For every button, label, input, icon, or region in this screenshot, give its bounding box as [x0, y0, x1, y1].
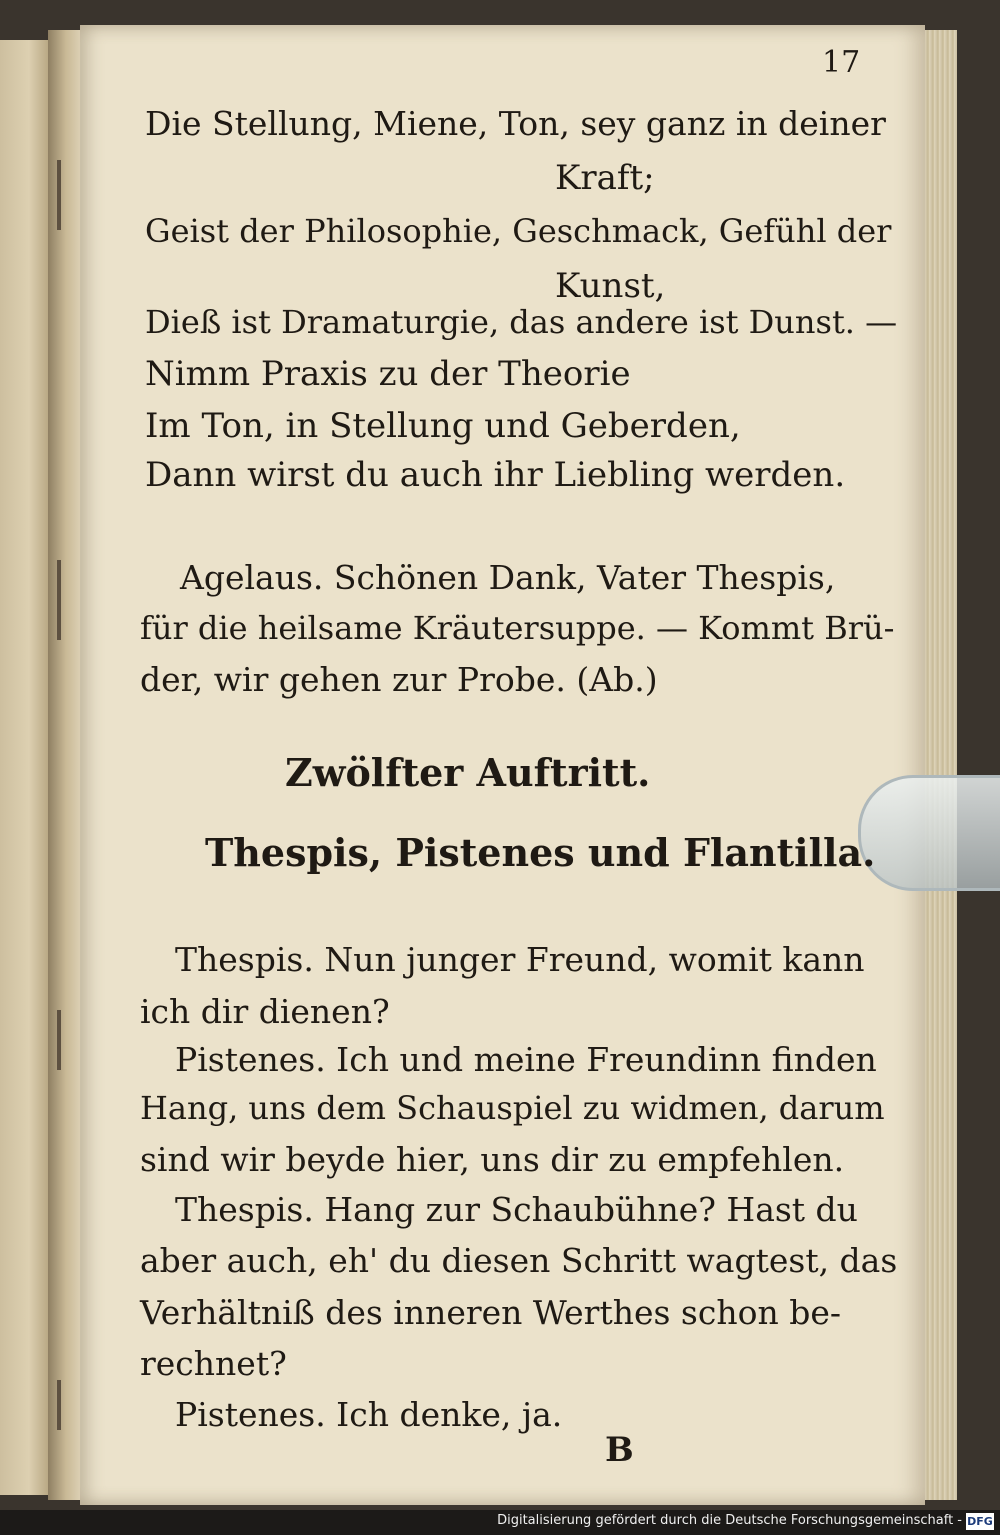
verse-line: Die Stellung, Miene, Ton, sey ganz in deiner	[145, 104, 886, 143]
verse-line: Kunst,	[555, 266, 666, 306]
catchword: B	[605, 1430, 634, 1470]
speech-line: für die heilsame Kräutersuppe. — Kommt Brü-	[140, 609, 895, 647]
binding-stitch	[57, 1380, 61, 1430]
dialogue-line: rechnet?	[140, 1344, 287, 1383]
verse-line: Im Ton, in Stellung und Geberden,	[145, 406, 741, 446]
dialogue-line: Thespis. Nun junger Freund, womit kann	[175, 940, 865, 979]
page-clip	[858, 775, 1000, 891]
footer-credit-text: Digitalisierung gefördert durch die Deutsche Forschungsgemeinschaft -	[497, 1513, 962, 1528]
page-number: 17	[822, 45, 861, 80]
dialogue-line: Pistenes. Ich denke, ja.	[175, 1395, 563, 1434]
binding-stitch	[57, 1010, 61, 1070]
binding-stitch	[57, 160, 61, 230]
dialogue-line: ich dir dienen?	[140, 992, 390, 1031]
page-stack-edges	[925, 30, 957, 1500]
speech-line: Agelaus. Schönen Dank, Vater Thespis,	[180, 558, 836, 597]
verse-line: Nimm Praxis zu der Theorie	[145, 354, 631, 394]
verse-line: Geist der Philosophie, Geschmack, Gefühl der	[145, 212, 892, 250]
left-page-edge	[0, 40, 50, 1495]
binding-stitch	[57, 560, 61, 640]
dfg-logo: DFG	[967, 1515, 993, 1528]
scene-heading: Zwölfter Auftritt.	[285, 750, 651, 795]
dialogue-line: Pistenes. Ich und meine Freundinn finden	[175, 1040, 877, 1079]
dialogue-line: sind wir beyde hier, uns dir zu empfehlen.	[140, 1140, 845, 1179]
dialogue-line: Thespis. Hang zur Schaubühne? Hast du	[175, 1190, 858, 1229]
verse-line: Dieß ist Dramaturgie, das andere ist Dunst. —	[145, 303, 898, 341]
speech-line: der, wir gehen zur Probe. (Ab.)	[140, 660, 658, 699]
dialogue-line: Hang, uns dem Schauspiel zu widmen, darum	[140, 1089, 885, 1127]
dialogue-line: Verhältniß des inneren Werthes schon be-	[140, 1293, 841, 1332]
verse-line: Dann wirst du auch ihr Liebling werden.	[145, 455, 846, 495]
verse-line: Kraft;	[555, 158, 655, 198]
characters-line: Thespis, Pistenes und Flantilla.	[205, 830, 876, 875]
dialogue-line: aber auch, eh' du diesen Schritt wagtest, das	[140, 1241, 898, 1280]
